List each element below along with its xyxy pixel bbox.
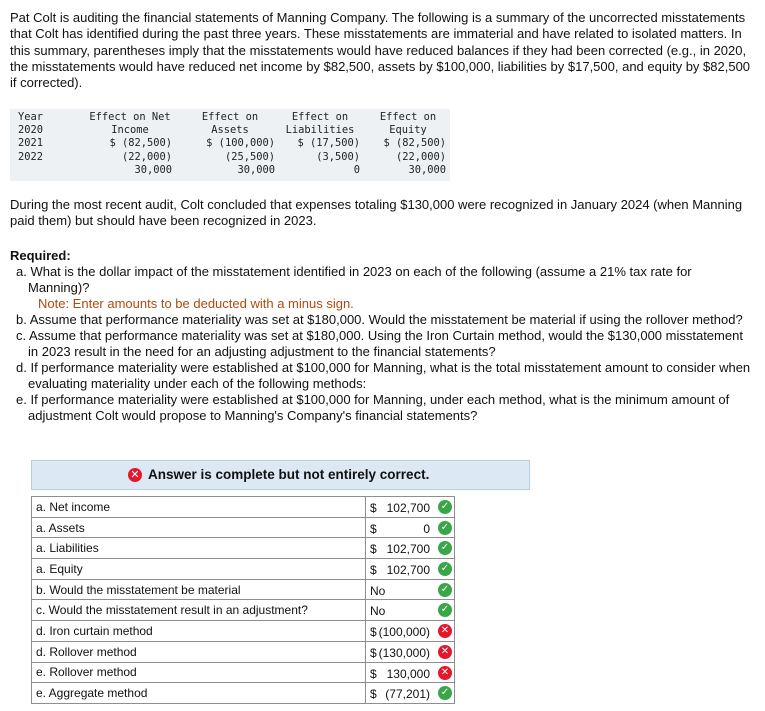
cell-equity: $ (82,500) bbox=[383, 137, 446, 150]
header-net-income-line2: Income bbox=[111, 124, 149, 137]
currency-symbol: $ bbox=[370, 521, 377, 536]
x-circle-icon: ✕ bbox=[438, 624, 452, 638]
answer-row bbox=[32, 559, 455, 580]
answer-label: e. Rollover method bbox=[32, 662, 366, 683]
answer-label: c. Would the misstatement result in an adjustment? bbox=[32, 600, 366, 621]
header-liabilities-line2: Liabilities bbox=[285, 124, 355, 137]
cell-liabilities: $ (17,500) bbox=[297, 137, 360, 150]
answer-row bbox=[32, 517, 455, 538]
cell-year: 2022 bbox=[18, 150, 44, 163]
answer-amount: (130,000) bbox=[378, 645, 430, 660]
answer-amount: 102,700 bbox=[386, 501, 430, 515]
cell-net-income: $ (82,500) bbox=[109, 137, 172, 150]
answer-label: a. Assets bbox=[32, 517, 366, 538]
cell-liabilities: (3,500) bbox=[316, 150, 360, 163]
answer-value-cell[interactable] bbox=[366, 497, 455, 518]
col-net-income bbox=[80, 111, 180, 177]
answer-value-cell[interactable] bbox=[366, 538, 455, 559]
answer-row bbox=[32, 662, 455, 683]
answer-choice: No bbox=[370, 583, 386, 598]
answer-label: a. Equity bbox=[32, 559, 366, 580]
answer-row bbox=[32, 497, 455, 518]
check-circle-icon: ✓ bbox=[438, 541, 452, 555]
answer-label: a. Net income bbox=[32, 497, 366, 518]
answer-amount: (77,201) bbox=[385, 687, 430, 702]
answer-value-cell[interactable] bbox=[366, 559, 455, 580]
problem-intro: Pat Colt is auditing the financial statements of Manning Company. The following is a summary of the uncorrected misstatements that Colt has identified during the past three years. These misstatements are immaterial and have related to isolated matters. In this summary, parentheses imply that the misstatements would have reduced balances if they had been corrected (e.g., in 2020, the misstatements would have reduced net income by $82,500, assets by $100,000, liabilities by $17,500, and equity by $82,500 if corrected). bbox=[10, 10, 751, 91]
question-a: a. What is the dollar impact of the misstatement identified in 2023 on each of the following (assume a 21% tax rate for Manning)? bbox=[16, 264, 692, 295]
answer-value-cell[interactable] bbox=[366, 662, 455, 683]
answer-status-banner bbox=[31, 460, 530, 490]
required-section bbox=[10, 248, 755, 424]
answer-row bbox=[32, 641, 455, 662]
audit-finding-text: During the most recent audit, Colt concluded that expenses totaling $130,000 were recognized in January 2024 (when Manning paid them) but should have been recognized in 2023. bbox=[10, 197, 743, 229]
answer-value-cell[interactable] bbox=[366, 641, 455, 662]
header-assets-line2: Assets bbox=[211, 124, 249, 137]
check-circle-icon: ✓ bbox=[438, 500, 452, 514]
cell-liabilities: 0 bbox=[353, 163, 360, 176]
x-circle-icon: ✕ bbox=[438, 666, 452, 680]
misstatement-summary-table bbox=[10, 109, 450, 181]
answer-choice: No bbox=[370, 604, 386, 619]
answer-value-cell[interactable] bbox=[366, 600, 455, 621]
cell-assets: (25,500) bbox=[224, 150, 275, 163]
answer-row bbox=[32, 621, 455, 642]
col-liabilities bbox=[280, 111, 360, 177]
currency-symbol: $ bbox=[370, 563, 377, 578]
answer-amount: 130,000 bbox=[386, 666, 430, 681]
cell-net-income: 30,000 bbox=[134, 163, 172, 176]
answer-value-cell[interactable] bbox=[366, 579, 455, 600]
answer-row bbox=[32, 538, 455, 559]
answer-row bbox=[32, 600, 455, 621]
answer-value-cell[interactable] bbox=[366, 621, 455, 642]
check-circle-icon: ✓ bbox=[438, 583, 452, 597]
header-equity-line2: Equity bbox=[389, 124, 427, 137]
header-year-line2: Year bbox=[18, 111, 44, 123]
header-liabilities-line1: Effect on bbox=[291, 111, 349, 123]
x-circle-icon: ✕ bbox=[438, 645, 452, 659]
currency-symbol: $ bbox=[370, 666, 377, 681]
x-circle-icon: ✕ bbox=[128, 468, 142, 482]
question-a-note: Note: Enter amounts to be deducted with a minus sign. bbox=[38, 296, 354, 311]
question-b: b. Assume that performance materiality was set at $180,000. Would the misstatement be material if using the rollover method? bbox=[16, 312, 743, 327]
header-net-income-line1: Effect on Net bbox=[89, 111, 171, 123]
currency-symbol: $ bbox=[370, 645, 377, 660]
answer-label: d. Iron curtain method bbox=[32, 621, 366, 642]
cell-equity: 30,000 bbox=[408, 163, 446, 176]
answer-label: b. Would the misstatement be material bbox=[32, 579, 366, 600]
currency-symbol: $ bbox=[370, 542, 377, 557]
cell-equity: (22,000) bbox=[395, 150, 446, 163]
answer-value-cell[interactable] bbox=[366, 683, 455, 704]
question-e: e. If performance materiality were established at $100,000 for Manning, under each method, what is the minimum amount of adjustment Colt would propose to Manning's Company's financial statements? bbox=[16, 392, 730, 423]
cell-assets: 30,000 bbox=[237, 163, 275, 176]
col-year bbox=[18, 111, 43, 164]
check-circle-icon: ✓ bbox=[438, 686, 452, 700]
cell-net-income: (22,000) bbox=[121, 150, 172, 163]
currency-symbol: $ bbox=[370, 687, 377, 702]
answer-amount: 0 bbox=[423, 521, 430, 536]
question-c: c. Assume that performance materiality was set at $180,000. Using the Iron Curtain method, would the $130,000 misstatement in 2023 result in the need for an adjusting adjustment to the financial statements? bbox=[16, 328, 743, 359]
answer-label: d. Rollover method bbox=[32, 641, 366, 662]
answer-amount: 102,700 bbox=[386, 563, 430, 578]
required-title: Required: bbox=[10, 248, 71, 263]
cell-year: 2021 bbox=[18, 137, 44, 150]
check-circle-icon: ✓ bbox=[438, 521, 452, 535]
answer-label: a. Liabilities bbox=[32, 538, 366, 559]
answer-row bbox=[32, 579, 455, 600]
cell-assets: $ (100,000) bbox=[206, 137, 275, 150]
check-circle-icon: ✓ bbox=[438, 562, 452, 576]
answer-row bbox=[32, 683, 455, 704]
answer-value-cell[interactable] bbox=[366, 517, 455, 538]
header-equity-line1: Effect on bbox=[379, 111, 437, 123]
answer-table bbox=[31, 496, 455, 704]
answer-amount: 102,700 bbox=[386, 542, 430, 557]
cell-year: 2020 bbox=[18, 124, 44, 137]
question-d: d. If performance materiality were established at $100,000 for Manning, what is the total misstatement amount to consider when evaluating materiality under each of the following methods: bbox=[16, 360, 751, 391]
answer-amount: (100,000) bbox=[378, 625, 430, 640]
answer-status-text: Answer is complete but not entirely correct. bbox=[148, 467, 430, 482]
col-assets bbox=[185, 111, 275, 177]
currency-symbol: $ bbox=[370, 625, 377, 640]
currency-symbol: $ bbox=[370, 501, 377, 515]
check-circle-icon: ✓ bbox=[438, 603, 452, 617]
answer-label: e. Aggregate method bbox=[32, 683, 366, 704]
header-assets-line1: Effect on bbox=[201, 111, 259, 123]
col-equity bbox=[370, 111, 446, 177]
